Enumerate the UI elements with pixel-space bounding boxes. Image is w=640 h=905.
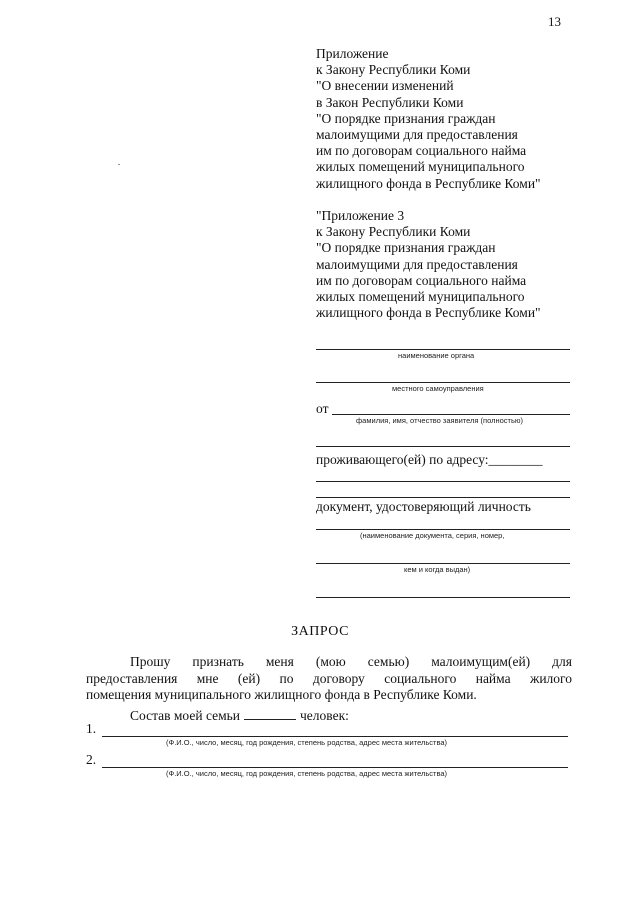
member-line-1[interactable] bbox=[102, 736, 568, 737]
stray-mark bbox=[118, 164, 120, 165]
member-number: 1. bbox=[86, 721, 97, 736]
applicant-line-2[interactable] bbox=[316, 446, 570, 447]
id-doc-caption: (наименование документа, серия, номер, bbox=[360, 531, 505, 540]
request-title: ЗАПРОС bbox=[291, 624, 349, 639]
issued-caption: кем и когда выдан) bbox=[404, 565, 471, 574]
annex-header-line: малоимущими для предоставления bbox=[316, 127, 518, 143]
self-gov-line[interactable] bbox=[316, 382, 570, 383]
residing-label: проживающего(ей) по адресу:________ bbox=[316, 452, 543, 467]
paragraph-line: предоставления мне (ей) по договору социального найма жилого bbox=[86, 670, 572, 686]
annex-header-line: "О внесении изменений bbox=[316, 78, 454, 94]
annex3-header bbox=[316, 208, 541, 321]
applicant-caption: фамилия, имя, отчество заявителя (полностью) bbox=[356, 416, 524, 425]
from-label: от bbox=[316, 401, 329, 416]
family-size-line bbox=[130, 707, 349, 724]
annex3-header-line: малоимущими для предоставления bbox=[316, 256, 518, 272]
annex3-header-line: к Закону Республики Коми bbox=[316, 224, 471, 240]
self-gov-caption: местного самоуправления bbox=[392, 384, 484, 393]
paragraph-line: помещения муниципального жилищного фонда в Республике Коми. bbox=[86, 687, 477, 702]
org-name-line[interactable] bbox=[316, 349, 570, 350]
annex-header-line: Приложение bbox=[316, 46, 389, 61]
id-doc-label: документ, удостоверяющий личность bbox=[316, 499, 531, 514]
annex-header-line: жилых помещений муниципального bbox=[316, 159, 525, 175]
family-suffix: человек: bbox=[300, 708, 349, 723]
extra-line[interactable] bbox=[316, 597, 570, 598]
annex-header-line: им по договорам социального найма bbox=[316, 143, 527, 159]
member-caption: (Ф.И.О., число, месяц, год рождения, степень родства, адрес места жительства) bbox=[166, 738, 448, 747]
member-line-2[interactable] bbox=[102, 767, 568, 768]
annex-header-line: "О порядке признания граждан bbox=[316, 110, 496, 126]
page-number: 13 bbox=[548, 14, 561, 29]
annex-header bbox=[316, 46, 541, 192]
applicant-line[interactable] bbox=[332, 414, 570, 415]
annex3-header-line: "О порядке признания граждан bbox=[316, 240, 496, 256]
annex3-header-line: им по договорам социального найма bbox=[316, 272, 527, 288]
family-size-field[interactable] bbox=[244, 707, 296, 720]
address-line-2[interactable] bbox=[316, 497, 570, 498]
paragraph-line: Прошу признать меня (мою семью) малоимущим(ей) для bbox=[130, 654, 572, 669]
annex-header-line: к Закону Республики Коми bbox=[316, 62, 471, 78]
family-prefix: Состав моей семьи bbox=[130, 708, 241, 723]
issued-line[interactable] bbox=[316, 563, 570, 564]
address-line-1[interactable] bbox=[316, 481, 570, 482]
annex-header-line: жилищного фонда в Республике Коми" bbox=[316, 175, 541, 191]
id-doc-line[interactable] bbox=[316, 529, 570, 530]
annex3-header-line: "Приложение 3 bbox=[316, 208, 405, 223]
member-caption: (Ф.И.О., число, месяц, год рождения, степень родства, адрес места жительства) bbox=[166, 769, 448, 778]
request-paragraph bbox=[86, 654, 572, 704]
annex3-header-line: жилищного фонда в Республике Коми" bbox=[316, 305, 541, 321]
org-name-caption: наименование органа bbox=[398, 351, 475, 360]
annex3-header-line: жилых помещений муниципального bbox=[316, 289, 525, 305]
member-number: 2. bbox=[86, 752, 97, 767]
annex-header-line: в Закон Республики Коми bbox=[316, 94, 464, 110]
